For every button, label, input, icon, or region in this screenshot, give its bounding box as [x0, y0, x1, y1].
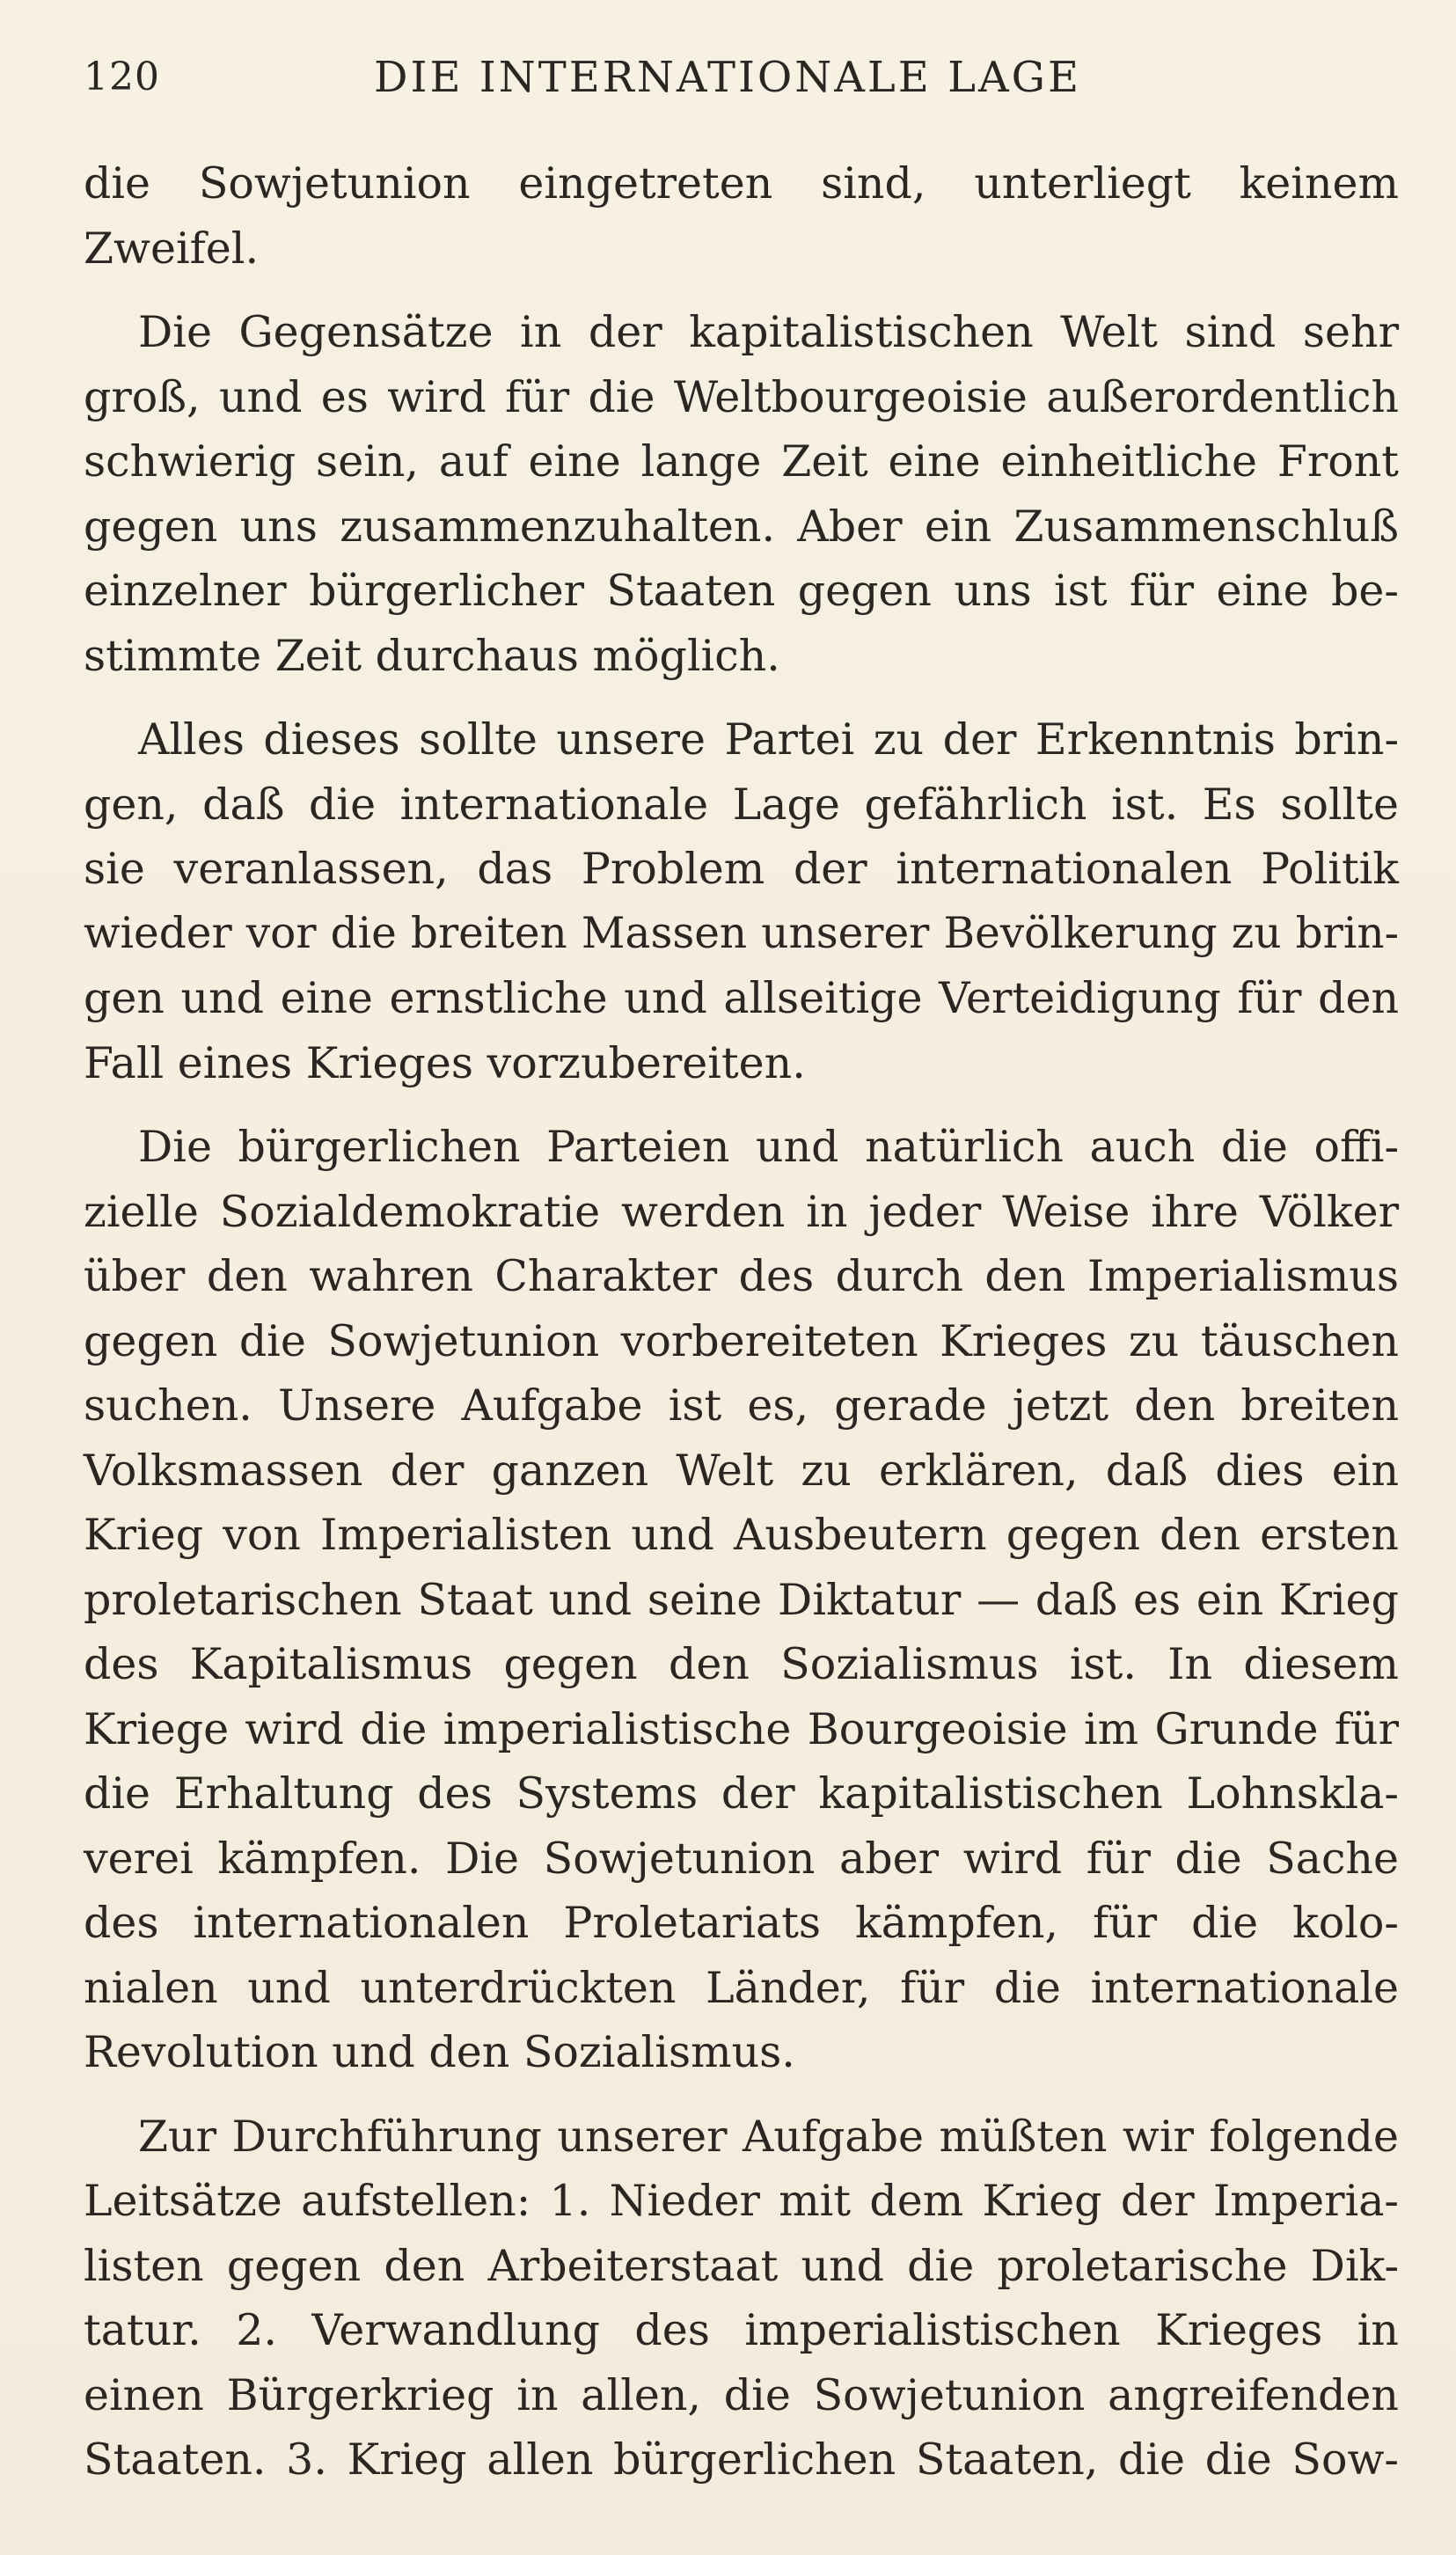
text-line: Die bürgerlichen Parteien und natürlich auch die offi-	[138, 1122, 1399, 1172]
text-line: Krieg von Imperialisten und Ausbeutern gegen den ersten	[84, 1510, 1399, 1560]
text-line: suchen. Unsere Aufgabe ist es, gerade jetzt den breiten	[84, 1380, 1399, 1431]
text-line: zielle Sozialdemokratie werden in jeder Weise ihre Völker	[84, 1186, 1399, 1237]
page-number: 120	[84, 55, 160, 99]
text-line: Leitsätze aufstellen: 1. Nieder mit dem Krieg der Imperia-	[84, 2176, 1399, 2226]
text-line: Volksmassen der ganzen Welt zu erklären, daß dies ein	[84, 1445, 1399, 1496]
text-line: des Kapitalismus gegen den Sozialismus ist. In diesem	[84, 1639, 1399, 1689]
text-line: stimmte Zeit durchaus möglich.	[84, 630, 780, 681]
text-line: gegen uns zusammenzuhalten. Aber ein Zusammenschluß	[84, 501, 1399, 552]
text-line: einen Bürgerkrieg in allen, die Sowjetunion angreifenden	[84, 2369, 1399, 2420]
paragraph	[84, 1115, 1399, 2085]
text-line: Alles dieses sollte unsere Partei zu der Erkenntnis brin-	[138, 714, 1399, 765]
text-line: proletarischen Staat und seine Diktatur — daß es ein Krieg	[84, 1574, 1399, 1625]
paragraph	[84, 300, 1399, 688]
text-line: Zweifel.	[84, 223, 260, 274]
body-text	[84, 151, 1399, 2512]
text-line: gen und eine ernstliche und allseitige Verteidigung für den	[84, 973, 1399, 1023]
text-line: Staaten. 3. Krieg allen bürgerlichen Staaten, die die Sow-	[84, 2434, 1399, 2485]
text-line: nialen und unterdrückten Länder, für die internationale	[84, 1962, 1399, 2013]
text-line: über den wahren Charakter des durch den Imperialismus	[84, 1251, 1399, 1301]
text-line: groß, und es wird für die Weltbourgeoisie außerordentlich	[84, 371, 1399, 422]
text-line: listen gegen den Arbeiterstaat und die proletarische Dik-	[84, 2240, 1399, 2291]
text-line: Kriege wird die imperialistische Bourgeoisie im Grunde für	[84, 1703, 1399, 1754]
text-line: sie veranlassen, das Problem der internationalen Politik	[84, 844, 1399, 894]
text-line: einzelner bürgerlicher Staaten gegen uns ist für eine be-	[84, 566, 1399, 616]
text-line: verei kämpfen. Die Sowjetunion aber wird für die Sache	[84, 1833, 1399, 1884]
text-line: Fall eines Krieges vorzubereiten.	[84, 1037, 806, 1088]
text-line: tatur. 2. Verwandlung des imperialistischen Krieges in	[84, 2305, 1399, 2355]
paragraph	[84, 2105, 1399, 2493]
text-line: die Sowjetunion eingetreten sind, unterliegt keinem	[84, 158, 1399, 209]
text-line: Zur Durchführung unserer Aufgabe müßten wir folgende	[138, 2111, 1399, 2162]
text-line: schwierig sein, auf eine lange Zeit eine einheitliche Front	[84, 436, 1399, 487]
paragraph	[84, 151, 1399, 281]
text-line: die Erhaltung des Systems der kapitalistischen Lohnskla-	[84, 1768, 1399, 1819]
text-line: des internationalen Proletariats kämpfen, für die kolo-	[84, 1898, 1399, 1948]
paragraph	[84, 707, 1399, 1095]
running-title: DIE INTERNATIONALE LAGE	[374, 53, 1082, 102]
text-line: gegen die Sowjetunion vorbereiteten Krieges zu täuschen	[84, 1315, 1399, 1366]
text-line: gen, daß die internationale Lage gefährlich ist. Es sollte	[84, 779, 1399, 830]
page-header	[84, 46, 1394, 107]
text-line: wieder vor die breiten Massen unserer Bevölkerung zu brin-	[84, 908, 1399, 958]
text-line: Die Gegensätze in der kapitalistischen Welt sind sehr	[138, 307, 1399, 357]
text-line: Revolution und den Sozialismus.	[84, 2027, 795, 2077]
